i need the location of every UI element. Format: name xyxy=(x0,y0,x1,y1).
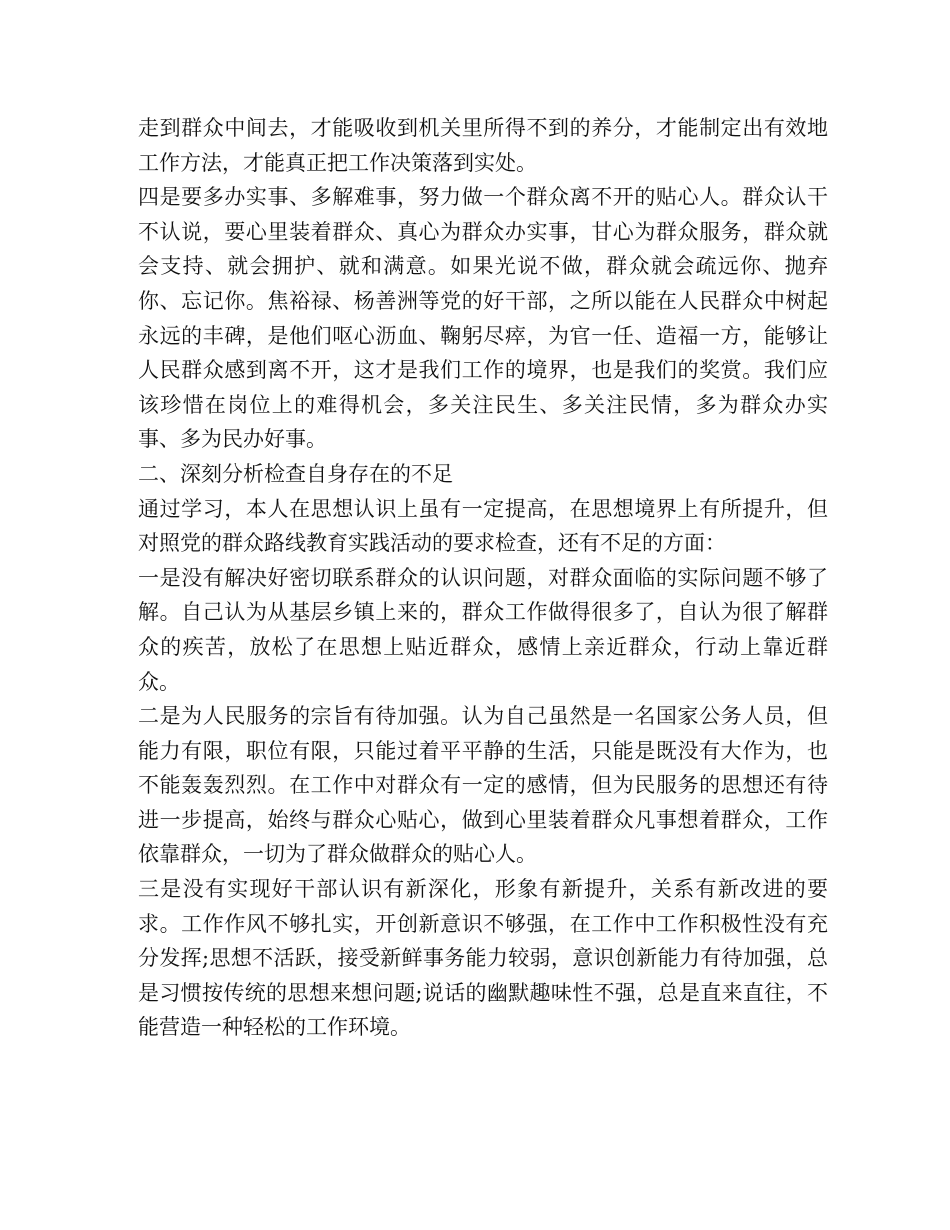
paragraph-1: 走到群众中间去，才能吸收到机关里所得不到的养分，才能制定出有效地工作方法，才能真正把工作决策落到实处。 xyxy=(138,116,828,175)
section-heading: 二、深刻分析检查自身存在的不足 xyxy=(138,461,453,486)
paragraph-3: 通过学习，本人在思想认识上虽有一定提高，在思想境界上有所提升，但对照党的群众路线教育实践活动的要求检查，还有不足的方面： xyxy=(138,496,828,556)
paragraph-6: 三是没有实现好干部认识有新深化，形象有新提升，关系有新改进的要求。工作作风不够扎实，开创新意识不够强，在工作中工作积极性没有充分发挥;思想不活跃，接受新鲜事务能力较弱，意识创新能力有待加强，总是习惯按传统的思想来想问题;说话的幽默趣味性不强，总是直来直往，不能营造一种轻松的工作环境。 xyxy=(138,877,828,1040)
paragraph-2: 四是要多办实事、多解难事，努力做一个群众离不开的贴心人。群众认干不认说，要心里装着群众、真心为群众办实事，甘心为群众服务，群众就会支持、就会拥护、就和满意。如果光说不做，群众就会疏远你、抛弃你、忘记你。焦裕禄、杨善洲等党的好干部，之所以能在人民群众中树起永远的丰碑，是他们呕心沥血、鞠躬尽瘁，为官一任、造福一方，能够让人民群众感到离不开，这才是我们工作的境界，也是我们的奖赏。我们应该珍惜在岗位上的难得机会，多关注民生、多关注民情，多为群众办实事、多为民办好事。 xyxy=(138,185,828,452)
paragraph-5: 二是为人民服务的宗旨有待加强。认为自己虽然是一名国家公务人员，但能力有限，职位有限，只能过着平平静的生活，只能是既没有大作为，也不能轰轰烈烈。在工作中对群众有一定的感情，但为民服务的思想还有待进一步提高，始终与群众心贴心，做到心里装着群众凡事想着群众，工作依靠群众，一切为了群众做群众的贴心人。 xyxy=(138,704,828,867)
document-body xyxy=(138,111,828,1045)
paragraph-4: 一是没有解决好密切联系群众的认识问题，对群众面临的实际问题不够了解。自己认为从基层乡镇上来的，群众工作做得很多了，自认为很了解群众的疾苦，放松了在思想上贴近群众，感情上亲近群众，行动上靠近群众。 xyxy=(138,565,828,694)
